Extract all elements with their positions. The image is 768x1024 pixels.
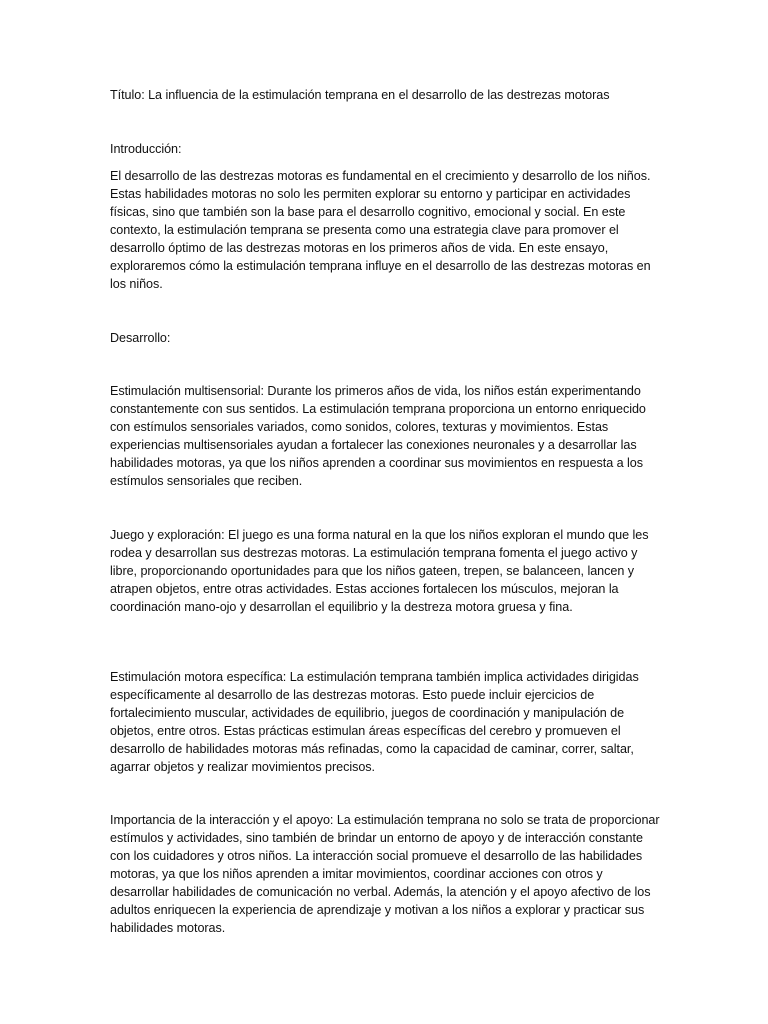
introduction-heading: Introducción: — [110, 142, 182, 156]
paragraph-multisensory-stimulation: Estimulación multisensorial: Durante los primeros años de vida, los niños están experimentando constantemente con sus sentidos. La estimulación temprana proporciona un entorno enriquecido con estímulos sensoriales variados, como sonidos, colores, texturas y movimientos. Estas experiencias multisensoriales ayudan a fortalecer las conexiones neuronales y a desarrollar las habilidades motoras, ya que los niños aprenden a coordinar sus movimientos en respuesta a los estímulos sensoriales que reciben. — [110, 384, 646, 488]
paragraph-play-exploration: Juego y exploración: El juego es una forma natural en la que los niños exploran el mundo que les rodea y desarrollan sus destrezas motoras. La estimulación temprana fomenta el juego activo y libre, proporcionando oportunidades para que los niños gateen, trepen, se balanceen, lancen y atrapen objetos, entre otras actividades. Estas acciones fortalecen los músculos, mejoran la coordinación mano-ojo y desarrollan el equilibrio y la destreza motora gruesa y fina. — [110, 528, 649, 614]
document-title: Título: La influencia de la estimulación temprana en el desarrollo de las destrezas motoras — [110, 88, 610, 102]
paragraph-specific-motor-stimulation: Estimulación motora específica: La estimulación temprana también implica actividades dirigidas específicamente al desarrollo de las destrezas motoras. Esto puede incluir ejercicios de fortalecimiento muscular, actividades de equilibrio, juegos de coordinación y manipulación de objetos, entre otros. Estas prácticas estimulan áreas específicas del cerebro y promueven el desarrollo de habilidades motoras más refinadas, como la capacidad de caminar, correr, saltar, agarrar objetos y realizar movimientos precisos. — [110, 670, 639, 774]
paragraph-interaction-support: Importancia de la interacción y el apoyo: La estimulación temprana no solo se trata de proporcionar estímulos y actividades, sino también de brindar un entorno de apoyo y de interacción constante con los cuidadores y otros niños. La interacción social promueve el desarrollo de las habilidades motoras, ya que los niños aprenden a imitar movimientos, coordinar acciones con otros y desarrollar habilidades de comunicación no verbal. Además, la atención y el apoyo afectivo de los adultos enriquecen la experiencia de aprendizaje y motivan a los niños a explorar y practicar sus habilidades motoras. — [110, 813, 660, 935]
development-heading: Desarrollo: — [110, 331, 171, 345]
introduction-paragraph: El desarrollo de las destrezas motoras es fundamental en el crecimiento y desarrollo de los niños. Estas habilidades motoras no solo les permiten explorar su entorno y participar en actividades físicas, sino que también son la base para el desarrollo cognitivo, emocional y social. En este contexto, la estimulación temprana se presenta como una estrategia clave para promover el desarrollo óptimo de las destrezas motoras en los primeros años de vida. En este ensayo, exploraremos cómo la estimulación temprana influye en el desarrollo de las destrezas motoras en los niños. — [110, 169, 651, 291]
